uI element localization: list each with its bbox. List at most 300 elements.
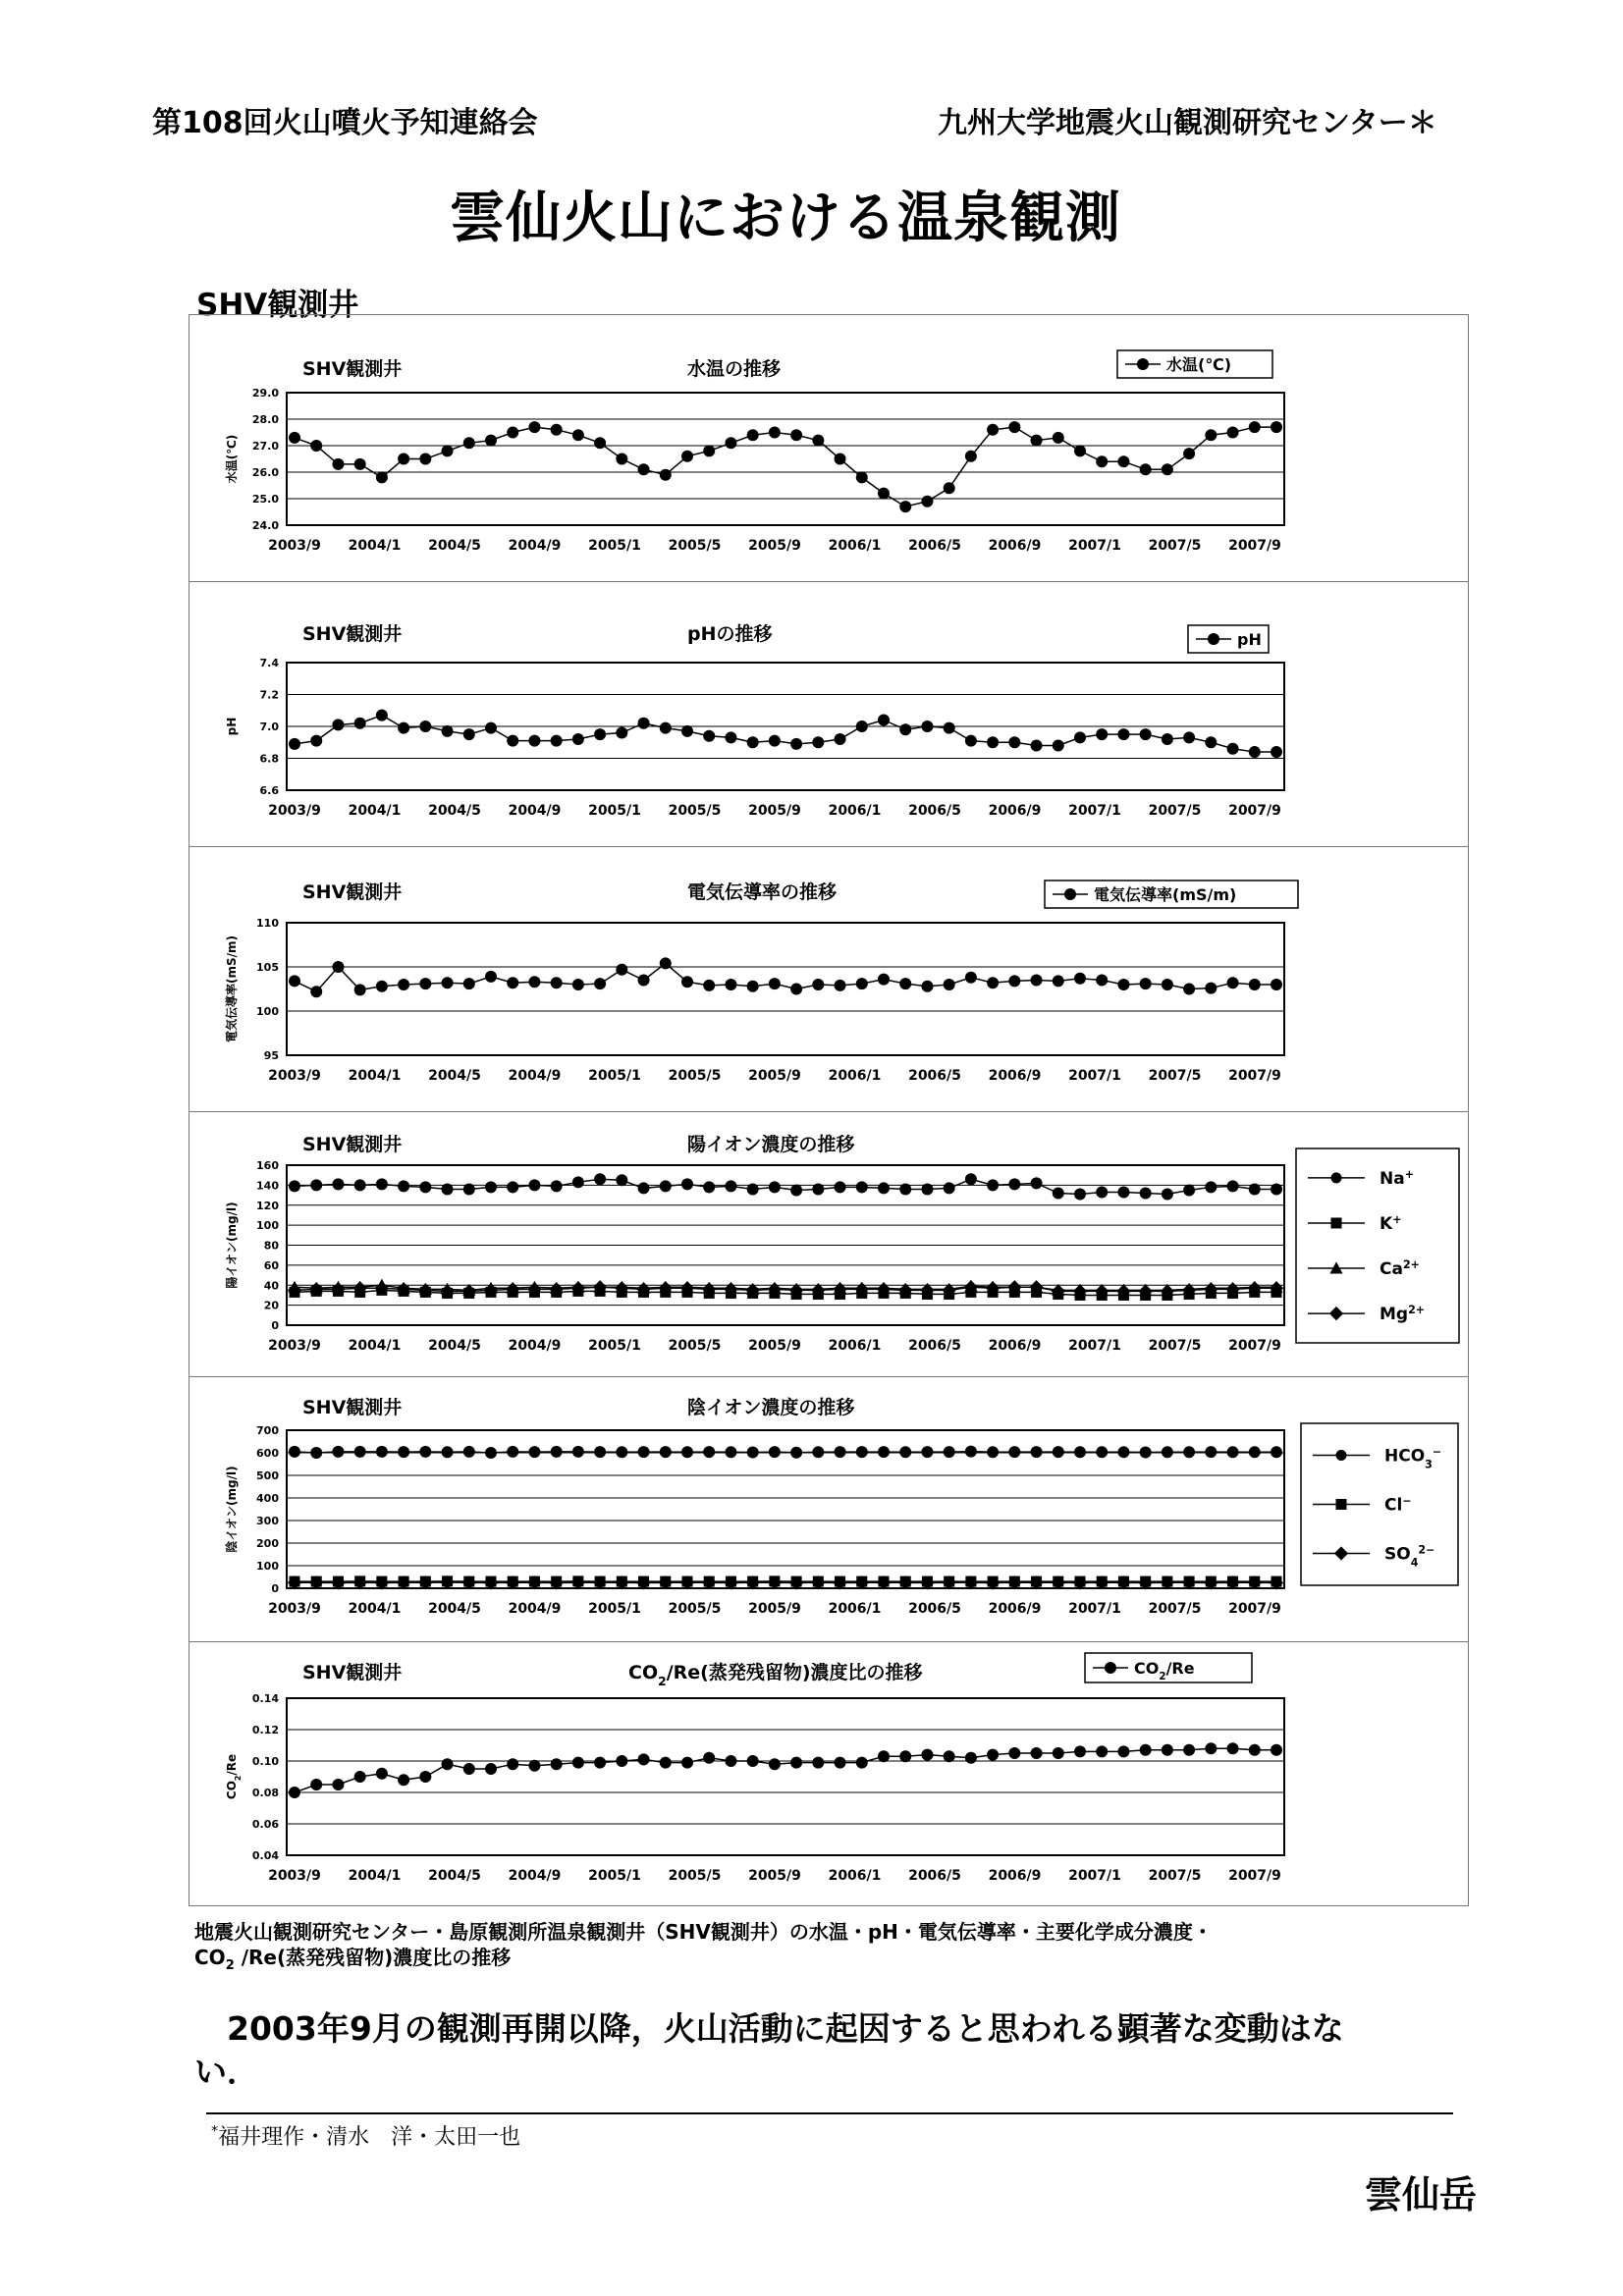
data-point — [899, 1750, 911, 1762]
data-point — [1096, 1187, 1108, 1199]
data-point — [485, 1763, 497, 1775]
data-point — [485, 971, 497, 983]
data-point — [878, 1446, 890, 1458]
data-point — [987, 424, 999, 436]
data-point — [551, 424, 563, 436]
data-point — [703, 1181, 715, 1193]
x-tick-label: 2005/5 — [668, 538, 722, 554]
chart-title: 陽イオン濃度の推移 — [687, 1134, 855, 1155]
data-point — [289, 1446, 300, 1458]
data-point — [812, 1446, 824, 1458]
x-tick-label: 2006/9 — [988, 538, 1042, 554]
legend-marker — [1064, 888, 1076, 900]
data-point — [1162, 463, 1173, 475]
data-point — [419, 978, 431, 989]
data-point — [1249, 1744, 1261, 1756]
legend-label-part-2: 2+ — [1408, 1303, 1426, 1316]
data-point — [790, 1447, 802, 1459]
data-point — [681, 451, 693, 462]
footer-rule — [206, 2112, 1453, 2114]
data-point — [812, 1757, 824, 1769]
legend-label-part-0: SO — [1384, 1544, 1411, 1565]
data-point — [1227, 977, 1239, 988]
data-point — [899, 1183, 911, 1195]
data-point — [790, 429, 802, 441]
y-tick-label: 105 — [256, 961, 279, 974]
data-point — [310, 1179, 322, 1191]
data-point — [463, 1763, 475, 1775]
y-tick-label: 600 — [256, 1447, 279, 1460]
data-point — [419, 1181, 431, 1193]
data-point — [638, 975, 650, 987]
chart-5 — [224, 1396, 1458, 1617]
y-tick-label: 0.08 — [251, 1787, 279, 1799]
data-point — [354, 718, 366, 729]
y-tick-label: 300 — [256, 1515, 279, 1527]
series-line — [295, 963, 1276, 991]
data-point — [965, 735, 977, 747]
data-point — [638, 1182, 650, 1194]
data-point — [1227, 1742, 1239, 1754]
data-point — [835, 1446, 846, 1458]
data-point — [310, 440, 322, 452]
data-point — [703, 1446, 715, 1458]
data-point — [1140, 978, 1152, 989]
y-tick-label: 7.2 — [259, 688, 279, 702]
data-point — [660, 722, 672, 734]
data-point — [507, 1758, 518, 1770]
legend-label-part-0: Na — [1380, 1168, 1405, 1189]
y-tick-label: 120 — [256, 1199, 279, 1212]
section-title: SHV観測井 — [196, 288, 359, 323]
x-tick-label: 2005/9 — [748, 1068, 801, 1084]
legend-label — [1237, 630, 1262, 649]
y-tick-label: 80 — [263, 1239, 279, 1253]
data-point — [551, 1180, 563, 1192]
x-tick-label: 2005/5 — [668, 803, 722, 819]
data-point — [681, 1757, 693, 1769]
y-tick-label: 28.0 — [251, 413, 279, 426]
data-point — [376, 981, 388, 992]
x-tick-label: 2005/1 — [588, 803, 641, 819]
x-tick-label: 2006/5 — [908, 1601, 961, 1617]
legend-label-part-0: Cl — [1384, 1495, 1403, 1516]
y-tick-label: 0.10 — [251, 1755, 279, 1768]
x-tick-label: 2004/1 — [348, 1601, 402, 1617]
x-tick-label: 2003/9 — [268, 538, 321, 554]
legend-marker — [1105, 1662, 1116, 1674]
data-point — [572, 733, 584, 745]
x-tick-label: 2007/5 — [1148, 1601, 1202, 1617]
data-point — [638, 1446, 650, 1458]
data-point — [485, 1447, 497, 1459]
x-tick-label: 2006/5 — [908, 1338, 961, 1354]
x-tick-label: 2005/1 — [588, 1068, 641, 1084]
data-point — [1053, 740, 1064, 752]
data-point — [1008, 1178, 1020, 1190]
data-point — [528, 1179, 540, 1191]
x-tick-label: 2004/5 — [428, 1601, 481, 1617]
data-point — [660, 1446, 672, 1458]
x-tick-label: 2006/9 — [988, 803, 1042, 819]
data-point — [725, 731, 736, 743]
data-point — [442, 977, 454, 988]
plot-area — [287, 393, 1284, 525]
data-point — [1053, 975, 1064, 987]
data-point — [944, 722, 955, 734]
x-tick-label: 2007/1 — [1068, 538, 1121, 554]
data-point — [1008, 1747, 1020, 1759]
data-point — [332, 961, 344, 973]
chart-well-label: SHV観測井 — [302, 1134, 403, 1155]
data-point — [660, 1757, 672, 1769]
data-point — [769, 1446, 781, 1458]
data-point — [725, 1446, 736, 1458]
data-point — [419, 721, 431, 732]
x-tick-label: 2006/1 — [828, 803, 882, 819]
authors — [211, 2120, 520, 2151]
data-point — [1074, 1189, 1086, 1201]
data-point — [616, 454, 627, 465]
data-point — [638, 463, 650, 475]
data-point — [856, 1446, 868, 1458]
data-point — [1183, 731, 1195, 743]
data-point — [1140, 1744, 1152, 1756]
x-tick-label: 2004/9 — [508, 1068, 562, 1084]
data-point — [442, 445, 454, 456]
data-point — [660, 1180, 672, 1192]
plot-area — [287, 1430, 1284, 1588]
data-point — [594, 728, 606, 740]
data-point — [747, 1447, 759, 1459]
data-point — [1117, 1745, 1129, 1757]
data-point — [899, 501, 911, 512]
data-point — [1271, 421, 1282, 433]
data-point — [289, 738, 300, 750]
legend-label-part-2: − — [1432, 1445, 1442, 1458]
data-point — [660, 957, 672, 969]
data-point — [835, 1181, 846, 1193]
data-point — [572, 1176, 584, 1188]
x-tick-label: 2004/9 — [508, 1601, 562, 1617]
data-point — [289, 1180, 300, 1192]
x-tick-label: 2006/5 — [908, 1068, 961, 1084]
data-point — [1140, 1447, 1152, 1459]
y-tick-label: 400 — [256, 1492, 279, 1505]
data-point — [616, 1755, 627, 1767]
legend-marker — [1331, 1217, 1342, 1228]
data-point — [1031, 1177, 1043, 1189]
data-point — [354, 984, 366, 995]
author-names: 福井理作・清水 洋・太田一也 — [218, 2125, 521, 2150]
data-point — [921, 1446, 933, 1458]
data-point — [463, 437, 475, 449]
x-tick-label: 2004/1 — [348, 1868, 402, 1884]
caption-line-1: 地震火山観測研究センター・島原観測所温泉観測井（SHV観測井）の水温・pH・電気伝導率・主要化学成分濃度・ — [194, 1920, 1213, 1944]
y-tick-label: 200 — [256, 1537, 279, 1550]
data-point — [310, 735, 322, 747]
x-tick-label: 2003/9 — [268, 1068, 321, 1084]
data-point — [681, 1446, 693, 1458]
data-point — [594, 1757, 606, 1769]
data-point — [703, 730, 715, 742]
data-point — [944, 1750, 955, 1762]
data-point — [856, 1181, 868, 1193]
chart-title: 電気伝導率の推移 — [687, 881, 838, 903]
y-tick-label: 140 — [256, 1179, 279, 1193]
data-point — [987, 1749, 999, 1761]
data-point — [507, 427, 518, 439]
data-point — [812, 736, 824, 748]
data-point — [442, 1758, 454, 1770]
y-tick-label: 100 — [256, 1005, 279, 1018]
header-left: 第108回火山噴火予知連絡会 — [152, 106, 538, 140]
y-tick-label: 95 — [263, 1049, 279, 1062]
legend-label-part-0: Ca — [1380, 1259, 1403, 1280]
x-tick-label: 2006/5 — [908, 803, 961, 819]
data-point — [376, 471, 388, 483]
page-title: 雲仙火山における温泉観測 — [450, 187, 1121, 250]
chart-title: 水温の推移 — [687, 358, 782, 380]
x-tick-label: 2006/1 — [828, 1601, 882, 1617]
y-tick-label: 700 — [256, 1424, 279, 1437]
data-point — [987, 977, 999, 988]
x-tick-label: 2007/1 — [1068, 1868, 1121, 1884]
y-axis-label: pH — [225, 717, 239, 736]
data-point — [398, 722, 409, 734]
data-point — [1271, 1183, 1282, 1195]
data-point — [376, 1178, 388, 1190]
chart-6 — [225, 1653, 1284, 1884]
data-point — [681, 725, 693, 737]
x-tick-label: 2004/9 — [508, 538, 562, 554]
data-point — [1008, 1446, 1020, 1458]
data-point — [1271, 1744, 1282, 1756]
data-point — [289, 432, 300, 444]
data-point — [398, 454, 409, 465]
y-tick-label: 6.6 — [259, 784, 279, 797]
data-point — [638, 1753, 650, 1765]
legend-label-part-0: pH — [1237, 630, 1262, 649]
x-tick-label: 2007/1 — [1068, 1338, 1121, 1354]
data-point — [1140, 463, 1152, 475]
data-point — [1031, 1747, 1043, 1759]
data-point — [551, 1446, 563, 1458]
data-point — [551, 977, 563, 988]
data-point — [616, 1446, 627, 1458]
legend-label-part-0: 水温(℃) — [1166, 355, 1232, 374]
legend-label-part-2: /Re — [1165, 1659, 1195, 1678]
data-point — [332, 458, 344, 470]
data-point — [1140, 728, 1152, 740]
data-point — [1183, 448, 1195, 459]
data-point — [616, 964, 627, 976]
data-point — [747, 981, 759, 992]
data-point — [987, 1179, 999, 1191]
data-point — [1205, 1181, 1217, 1193]
legend-marker — [1336, 1499, 1347, 1510]
y-tick-label: 160 — [256, 1159, 279, 1172]
x-tick-label: 2005/5 — [668, 1068, 722, 1084]
data-point — [747, 429, 759, 441]
x-tick-label: 2004/5 — [428, 1868, 481, 1884]
x-tick-label: 2007/1 — [1068, 803, 1121, 819]
data-point — [921, 981, 933, 992]
legend-label-part-1: 3 — [1425, 1458, 1433, 1470]
chart-title-part-0: CO — [628, 1662, 659, 1683]
x-tick-label: 2007/9 — [1228, 1338, 1281, 1354]
chart-well-label: SHV観測井 — [302, 1662, 403, 1683]
data-point — [1205, 1446, 1217, 1458]
chart-well-label: SHV観測井 — [302, 623, 403, 645]
legend-label-part-2: 2− — [1418, 1543, 1435, 1556]
data-point — [878, 974, 890, 986]
data-point — [594, 978, 606, 989]
y-tick-label: 500 — [256, 1469, 279, 1482]
data-point — [790, 984, 802, 995]
data-point — [921, 721, 933, 732]
data-point — [703, 1752, 715, 1764]
x-tick-label: 2004/1 — [348, 1338, 402, 1354]
x-tick-label: 2004/5 — [428, 1068, 481, 1084]
data-point — [1117, 979, 1129, 990]
data-point — [1227, 743, 1239, 755]
x-tick-label: 2007/9 — [1228, 538, 1281, 554]
y-tick-label: 0.06 — [251, 1818, 279, 1831]
data-point — [1205, 429, 1217, 441]
x-tick-label: 2004/5 — [428, 1338, 481, 1354]
data-point — [310, 1779, 322, 1790]
y-tick-label: 110 — [256, 917, 279, 930]
plot-area — [287, 923, 1284, 1055]
data-point — [899, 978, 911, 989]
y-axis-label-part-1: 2 — [233, 1775, 243, 1782]
data-point — [725, 1180, 736, 1192]
figure-caption — [194, 1919, 1213, 1979]
data-point — [485, 722, 497, 734]
data-point — [376, 710, 388, 721]
data-point — [572, 429, 584, 441]
data-point — [1008, 975, 1020, 987]
data-point — [747, 1183, 759, 1195]
data-point — [921, 496, 933, 507]
data-point — [594, 437, 606, 449]
data-point — [1162, 1744, 1173, 1756]
data-point — [332, 719, 344, 730]
data-point — [769, 1758, 781, 1770]
chart-3 — [224, 881, 1298, 1084]
data-point — [594, 1173, 606, 1185]
data-point — [769, 1181, 781, 1193]
data-point — [354, 1771, 366, 1783]
data-point — [1008, 421, 1020, 433]
data-point — [725, 437, 736, 449]
x-tick-label: 2006/9 — [988, 1338, 1042, 1354]
data-point — [703, 445, 715, 456]
data-point — [1074, 973, 1086, 985]
chart-4 — [224, 1133, 1459, 1354]
data-point — [878, 715, 890, 726]
region-label: 雲仙岳 — [1365, 2173, 1478, 2216]
x-tick-label: 2005/9 — [748, 803, 801, 819]
y-axis-label: 水温(℃) — [225, 434, 239, 484]
x-tick-label: 2004/5 — [428, 538, 481, 554]
data-point — [1031, 740, 1043, 752]
x-tick-label: 2007/1 — [1068, 1068, 1121, 1084]
data-point — [965, 451, 977, 462]
x-tick-label: 2005/1 — [588, 1338, 641, 1354]
data-point — [1074, 1745, 1086, 1757]
legend-label-part-2: 2+ — [1402, 1257, 1420, 1271]
data-point — [899, 723, 911, 735]
y-tick-label: 6.8 — [259, 752, 279, 766]
data-point — [1249, 979, 1261, 990]
chart-2 — [225, 622, 1284, 819]
data-point — [463, 978, 475, 989]
data-point — [1162, 1189, 1173, 1201]
data-point — [790, 1757, 802, 1769]
data-point — [1249, 746, 1261, 758]
conclusion-text: 2003年9月の観測再開以降，火山活動に起因すると思われる顕著な変動はない． — [194, 2009, 1344, 2091]
x-tick-label: 2007/5 — [1148, 1338, 1202, 1354]
y-axis-label: 陽イオン(mg/l) — [225, 1201, 239, 1289]
x-tick-label: 2005/9 — [748, 1868, 801, 1884]
data-point — [835, 980, 846, 991]
data-point — [419, 1771, 431, 1783]
x-tick-label: 2004/1 — [348, 803, 402, 819]
x-tick-label: 2007/5 — [1148, 1068, 1202, 1084]
data-point — [681, 1178, 693, 1190]
x-tick-label: 2004/1 — [348, 1068, 402, 1084]
chart-title — [628, 1661, 924, 1688]
data-point — [528, 735, 540, 747]
data-point — [1117, 1187, 1129, 1199]
y-axis-label — [225, 1754, 243, 1799]
plot-area — [287, 1698, 1284, 1855]
data-point — [528, 421, 540, 433]
data-point — [1074, 445, 1086, 456]
x-tick-label: 2006/1 — [828, 1068, 882, 1084]
legend-marker — [1331, 1172, 1342, 1183]
y-tick-label: 0 — [271, 1582, 279, 1595]
caption-rest: /Re(蒸発残留物)濃度比の推移 — [234, 1946, 512, 1969]
data-point — [507, 977, 518, 988]
data-point — [725, 979, 736, 990]
y-axis-label-part-0: CO — [225, 1781, 239, 1800]
x-tick-label: 2005/5 — [668, 1601, 722, 1617]
data-point — [965, 972, 977, 984]
data-point — [572, 1757, 584, 1769]
data-point — [1249, 421, 1261, 433]
x-tick-label: 2006/9 — [988, 1868, 1042, 1884]
data-point — [944, 979, 955, 990]
data-point — [332, 1446, 344, 1458]
y-tick-label: 7.0 — [259, 721, 279, 733]
data-point — [1140, 1188, 1152, 1200]
data-point — [1053, 1188, 1064, 1200]
x-tick-label: 2007/5 — [1148, 803, 1202, 819]
y-axis-label: 電気伝導率(mS/m) — [225, 934, 239, 1043]
data-point — [398, 1446, 409, 1458]
data-point — [899, 1446, 911, 1458]
data-point — [1183, 984, 1195, 995]
data-point — [442, 725, 454, 737]
data-point — [1031, 435, 1043, 447]
chart-title-part-2: /Re(蒸発残留物)濃度比の推移 — [666, 1662, 923, 1683]
x-tick-label: 2004/9 — [508, 803, 562, 819]
data-point — [463, 728, 475, 740]
data-point — [354, 1446, 366, 1458]
